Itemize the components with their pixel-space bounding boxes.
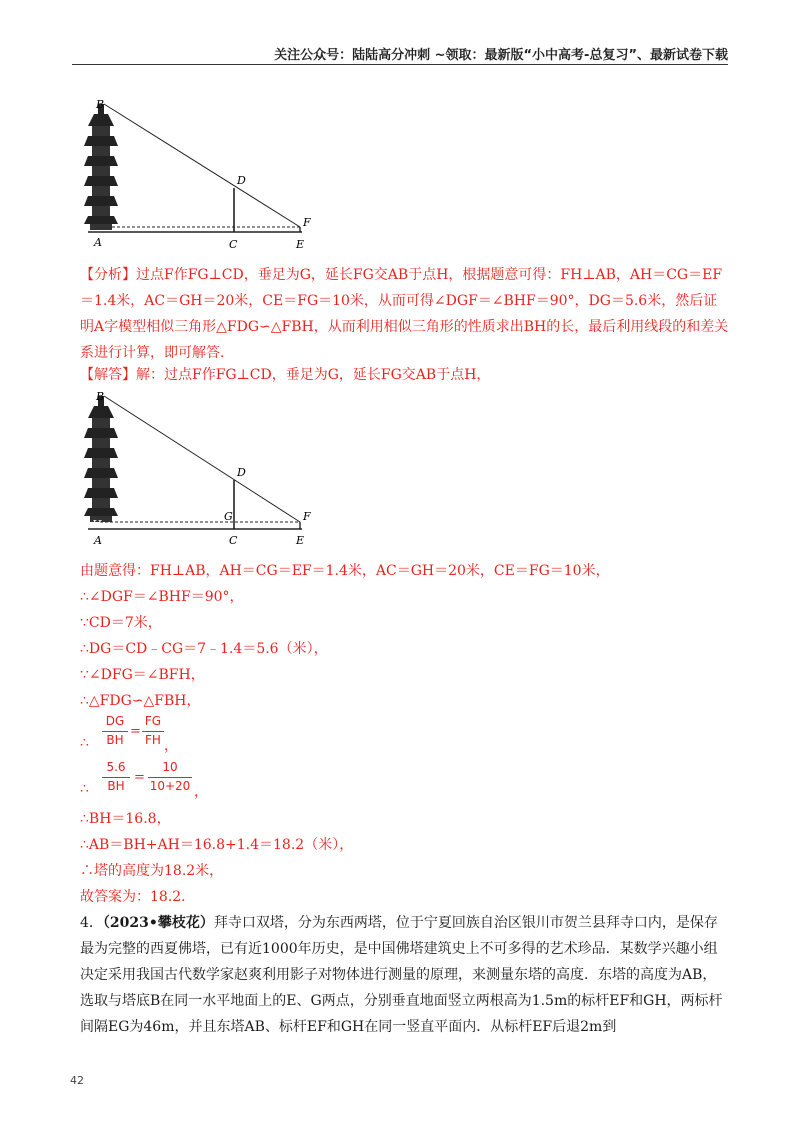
question-4-number: 4． bbox=[80, 915, 103, 931]
step-1: 由题意得：FH⊥AB，AH＝CG＝EF＝1.4米，AC＝GH＝20米，CE＝FG＝10米， bbox=[80, 563, 610, 579]
label-a: A bbox=[94, 534, 102, 547]
label-b: B bbox=[96, 98, 105, 111]
label-e: E bbox=[296, 534, 305, 547]
page-header: 关注公众号：陆陆高分冲刺 ~领取：最新版“小中高考-总复习”、最新试卷下载 bbox=[274, 48, 728, 63]
label-f: F bbox=[303, 510, 311, 523]
analysis-tag: 【分析】 bbox=[80, 267, 136, 283]
sight-line bbox=[104, 104, 300, 227]
fraction1-right-bar bbox=[142, 731, 164, 732]
solution-text: 解：过点F作FG⊥CD，垂足为G，延长FG交AB于点H， bbox=[136, 367, 491, 383]
step-6: ∴△FDG∽△FBH， bbox=[80, 693, 201, 709]
question-4 bbox=[80, 910, 730, 1040]
label-f: F bbox=[303, 216, 311, 229]
label-a: A bbox=[94, 236, 102, 249]
fraction1-left-num: DG bbox=[105, 714, 125, 728]
pagoda-icon bbox=[84, 396, 118, 522]
fraction1-right-den: FH bbox=[145, 733, 161, 747]
step-7: ∴BH＝16.8， bbox=[80, 811, 171, 827]
label-g: G bbox=[224, 510, 233, 523]
label-e: E bbox=[296, 238, 305, 251]
pagoda-figure-1 bbox=[84, 96, 324, 256]
solution-tag: 【解答】 bbox=[80, 367, 136, 383]
fraction1-prefix: ∴ bbox=[80, 735, 89, 751]
page-number: 42 bbox=[70, 1074, 84, 1087]
fraction2-suffix: ， bbox=[194, 784, 208, 800]
fraction2-prefix: ∴ bbox=[80, 781, 89, 797]
solution-intro bbox=[80, 362, 730, 388]
header-rule bbox=[72, 64, 728, 65]
step-5: ∵∠DFG＝∠BFH， bbox=[80, 667, 205, 683]
fraction2-left-bar bbox=[102, 777, 130, 778]
fraction1-suffix: ， bbox=[164, 738, 178, 754]
step-2: ∴∠DGF＝∠BHF＝90°， bbox=[80, 589, 244, 605]
sight-line bbox=[104, 396, 300, 522]
step-3: ∵CD＝7米， bbox=[80, 615, 162, 631]
fraction2-left-den: BH bbox=[107, 779, 125, 793]
fraction2-left-num: 5.6 bbox=[106, 760, 126, 774]
step-8: ∴AB＝BH+AH＝16.8+1.4＝18.2（米）， bbox=[80, 837, 354, 853]
fraction2-eq: = bbox=[134, 770, 145, 785]
question-4-text: 拜寺口双塔，分为东西两塔，位于宁夏回族自治区银川市贺兰县拜寺口内，是保存最为完整的西夏佛塔，已有近1000年历史，是中国佛塔建筑史上不可多得的艺术珍品．某数学兴趣小组决定采用我国古代数学家赵爽利用影子对物体进行测量的原理，来测量东塔的高度．东塔的高度为AB，选取与塔底B在同一水平地面上的E、G两点，分别垂直地面竖立两根高为1.5m的标杆EF和GH，两标杆间隔EG为46m，并且东塔AB、标杆EF和GH在同一竖直平面内．从标杆EF后退2m到 bbox=[80, 915, 723, 1035]
question-4-source: （2023•攀枝花） bbox=[102, 915, 214, 931]
label-d: D bbox=[237, 466, 246, 479]
label-c: C bbox=[229, 534, 238, 547]
fraction1-left-den: BH bbox=[106, 733, 124, 747]
pagoda-figure-2 bbox=[84, 388, 324, 548]
fraction2-right-num: 10 bbox=[162, 760, 178, 774]
step-10: 故答案为：18.2. bbox=[80, 889, 186, 905]
label-h: H bbox=[92, 518, 102, 531]
analysis-text: 过点F作FG⊥CD，垂足为G，延长FG交AB于点H，根据题意可得：FH⊥AB，AH＝CG＝EF＝1.4米，AC＝GH＝20米，CE＝FG＝10米，从而可得∠DGF＝∠BHF＝90°，DG＝5.6米，然后证明A字模型相似三角形△FDG∽△FBH，从而利用相似三角形的性质求出BH的长，最后利用线段的和差关系进行计算，即可解答. bbox=[80, 267, 729, 361]
label-b: B bbox=[96, 390, 105, 403]
label-c: C bbox=[229, 238, 238, 251]
fraction1-eq: = bbox=[130, 724, 141, 739]
fraction2-right-bar bbox=[148, 777, 192, 778]
step-9: ∴塔的高度为18.2米， bbox=[80, 863, 224, 879]
fraction1-right-num: FG bbox=[144, 714, 162, 728]
fraction2-right-den: 10+20 bbox=[149, 779, 191, 793]
fraction1-left-bar bbox=[102, 731, 128, 732]
analysis-paragraph bbox=[80, 262, 730, 366]
label-d: D bbox=[237, 174, 246, 187]
pagoda-icon bbox=[84, 104, 118, 230]
step-4: ∴DG＝CD﹣CG＝7﹣1.4＝5.6（米）， bbox=[80, 641, 328, 657]
